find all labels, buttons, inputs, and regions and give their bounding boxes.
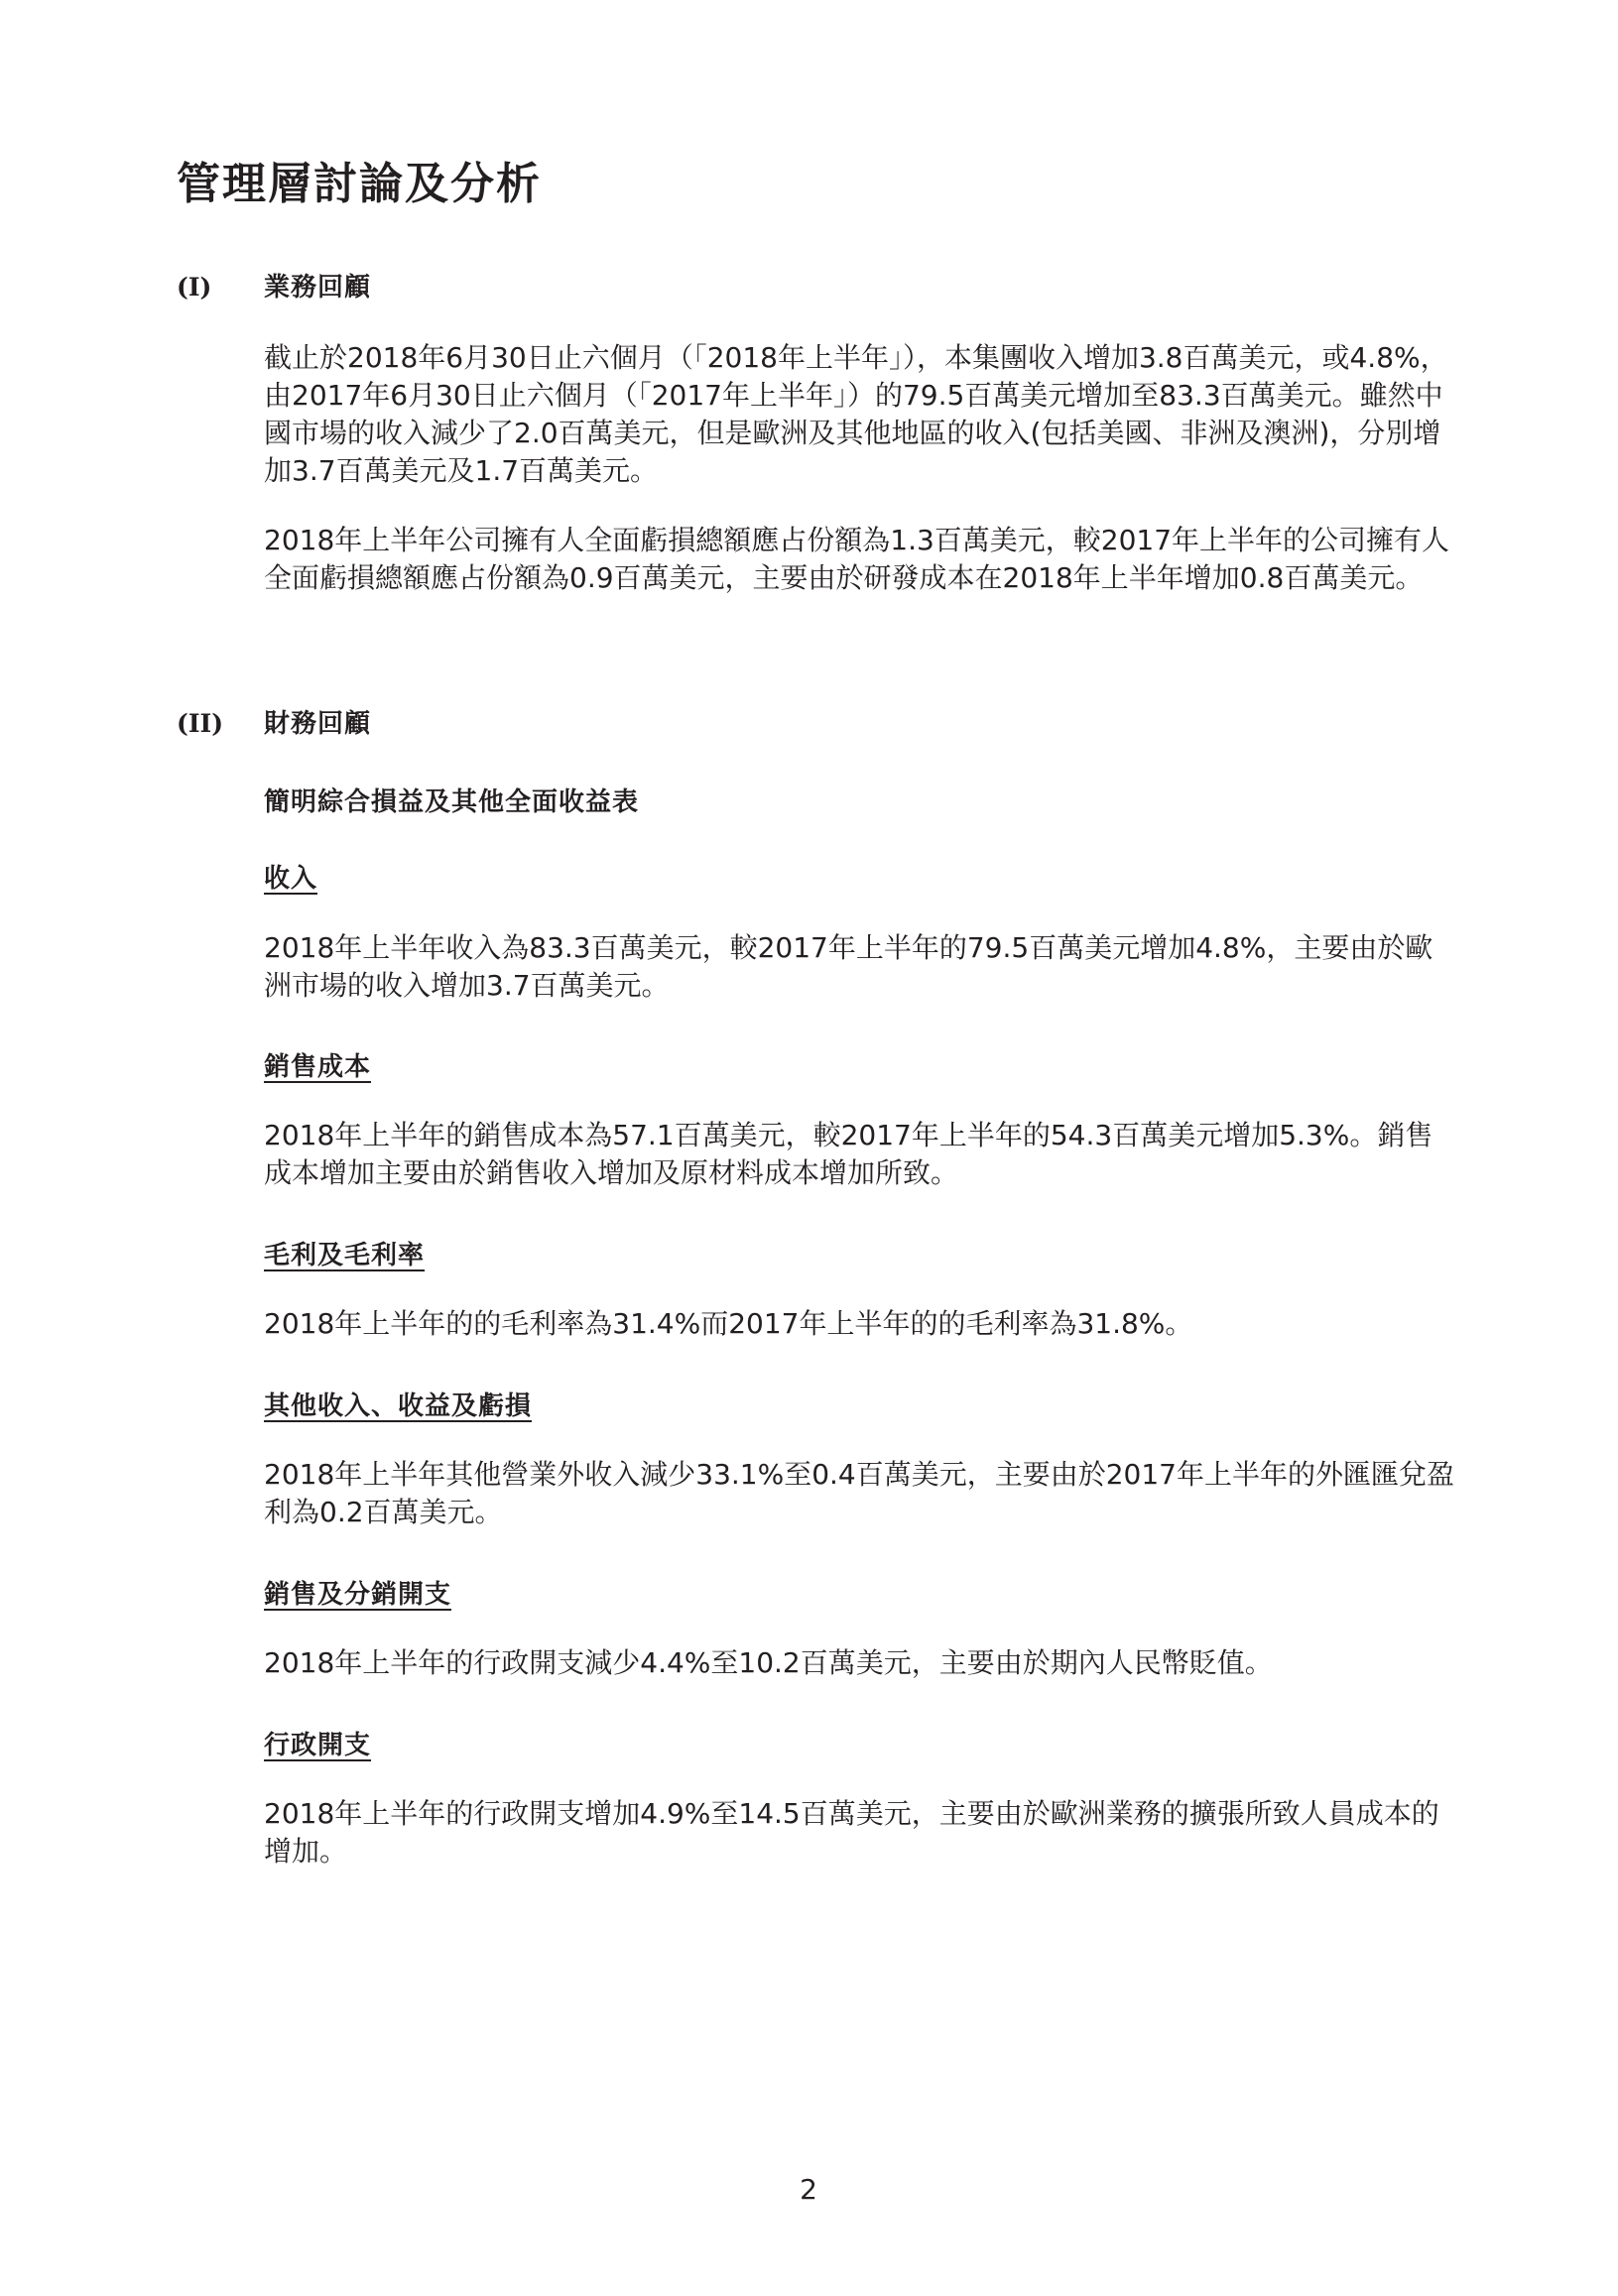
selling-distribution-paragraph: 2018年上半年的行政開支減少4.4%至10.2百萬美元，主要由於期內人民幣貶值。: [264, 1646, 1273, 1679]
sub-heading-cost-of-sales: 銷售成本: [264, 1052, 372, 1082]
other-income-paragraph: 2018年上半年其他營業外收入減少33.1%至0.4百萬美元，主要由於2017年上半年的外匯匯兌盈利為0.2百萬美元。: [264, 1458, 1454, 1528]
sub-heading-revenue: 收入: [264, 864, 318, 894]
sub-heading-admin-expenses: 行政開支: [264, 1731, 372, 1760]
page-title: 管理層討論及分析: [177, 159, 542, 209]
section-label: 財務回顧: [264, 709, 372, 739]
gross-profit-paragraph: 2018年上半年的的毛利率為31.4%而2017年上半年的的毛利率為31.8%。: [264, 1307, 1193, 1340]
cost-of-sales-paragraph: 2018年上半年的銷售成本為57.1百萬美元，較2017年上半年的54.3百萬美元增加5.3%。銷售成本增加主要由於銷售收入增加及原材料成本增加所致。: [264, 1119, 1433, 1189]
section-number: (I): [177, 273, 212, 302]
sub-heading-gross-profit: 毛利及毛利率: [264, 1241, 426, 1270]
sub-heading-other-income: 其他收入、收益及虧損: [264, 1391, 533, 1421]
business-review-paragraph: 2018年上半年公司擁有人全面虧損總額應占份額為1.3百萬美元，較2017年上半年的公司擁有人全面虧損總額應占份額為0.9百萬美元，主要由於研發成本在2018年上半年增加0.8百萬美元。: [264, 524, 1450, 594]
business-review-paragraph: 截止於2018年6月30日止六個月（「2018年上半年」），本集團收入增加3.8百萬美元，或4.8%，由2017年6月30日止六個月（「2017年上半年」）的79.5百萬美元增加至83.3百萬美元。雖然中國市場的收入減少了2.0百萬美元，但是歐洲及其他地區的收入(包括美國、非洲及澳洲)，分別增加3.7百萬美元及1.7百萬美元。: [264, 341, 1448, 487]
section-number: (II): [177, 709, 224, 738]
section-label: 業務回顧: [264, 273, 372, 302]
admin-expenses-paragraph: 2018年上半年的行政開支增加4.9%至14.5百萬美元，主要由於歐洲業務的擴張所致人員成本的增加。: [264, 1797, 1439, 1868]
statement-subtitle: 簡明綜合損益及其他全面收益表: [264, 787, 640, 817]
revenue-paragraph: 2018年上半年收入為83.3百萬美元，較2017年上半年的79.5百萬美元增加4.8%，主要由於歐洲市場的收入增加3.7百萬美元。: [264, 931, 1433, 1002]
page-number: 2: [800, 2173, 817, 2206]
sub-heading-selling-distribution: 銷售及分銷開支: [264, 1580, 452, 1610]
